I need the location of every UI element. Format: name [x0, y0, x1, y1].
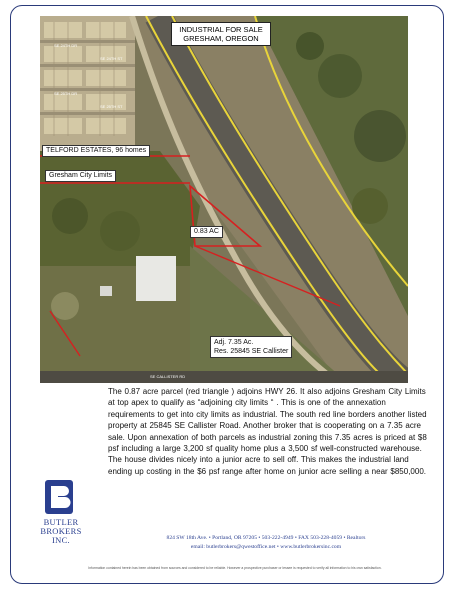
company-name-line1: BUTLER	[43, 517, 79, 527]
city-limits-label: Gresham City Limits	[45, 170, 116, 182]
company-address: 824 SW 18th Ave. • Portland, OR 97205 • 503-222-4949 • FAX 503-228-4059 • Realtors	[166, 535, 366, 541]
disclaimer: Information contained herein has been obtained from sources and considered to be reliable. However a prospective purchaser or lessee is requested to verify all information to his own satisfaction.	[88, 566, 382, 570]
street-label: SE 24TH DR	[54, 43, 78, 48]
company-name-line3: INC.	[52, 535, 70, 545]
aerial-photo	[40, 16, 408, 383]
aerial-photo-drawing	[40, 16, 408, 383]
listing-title-box	[171, 22, 271, 46]
adjacent-parcel-address: Res. 25845 SE Callister	[214, 348, 289, 355]
company-name-line2: BROKERS	[40, 526, 82, 536]
street-label: SE CALLISTER RD	[150, 374, 186, 379]
listing-description: The 0.87 acre parcel (red triangle ) adjoins HWY 26. It also adjoins Gresham City Limits at top apex to qualify as “adjoining city limits “ . This is one of the annexation requirements to get into city limits as industrial. The south red line borders another listed property at 25845 SE Callister Road. Another broker that is cooperating on a 7.35 acre sale. Upon annexation of both parcels as industrial zoning this 7.35 acres is priced at $8 psf including a large 3,200 sf quality home plus a 3,500 sf well-constructed warehouse. The house divides nicely into a junior acre to sell off. This makes the industrial land ending up costing in the $6 psf range after home on junior acre selling a near $850,000.	[108, 387, 427, 476]
telford-estates-label: TELFORD ESTATES, 96 homes	[42, 145, 150, 157]
company-email-web: email: butlerbrokers@qwestoffice.net • www.butlerbrokersinc.com	[190, 544, 342, 550]
street-label: SE 24TH ST	[100, 56, 123, 61]
street-label: SE 25TH ST	[100, 104, 123, 109]
street-label: SE 25TH DR	[54, 91, 78, 96]
adjacent-parcel-acres: Adj. 7.35 Ac.	[214, 339, 254, 346]
listing-location: GRESHAM, OREGON	[183, 34, 259, 43]
listing-title: INDUSTRIAL FOR SALE	[179, 25, 263, 34]
butler-brokers-logo-icon	[42, 478, 76, 516]
parcel-size-label: 0.83 AC	[190, 226, 223, 238]
company-contact	[90, 534, 442, 552]
company-name	[40, 518, 82, 545]
adjacent-parcel-label	[210, 336, 292, 358]
